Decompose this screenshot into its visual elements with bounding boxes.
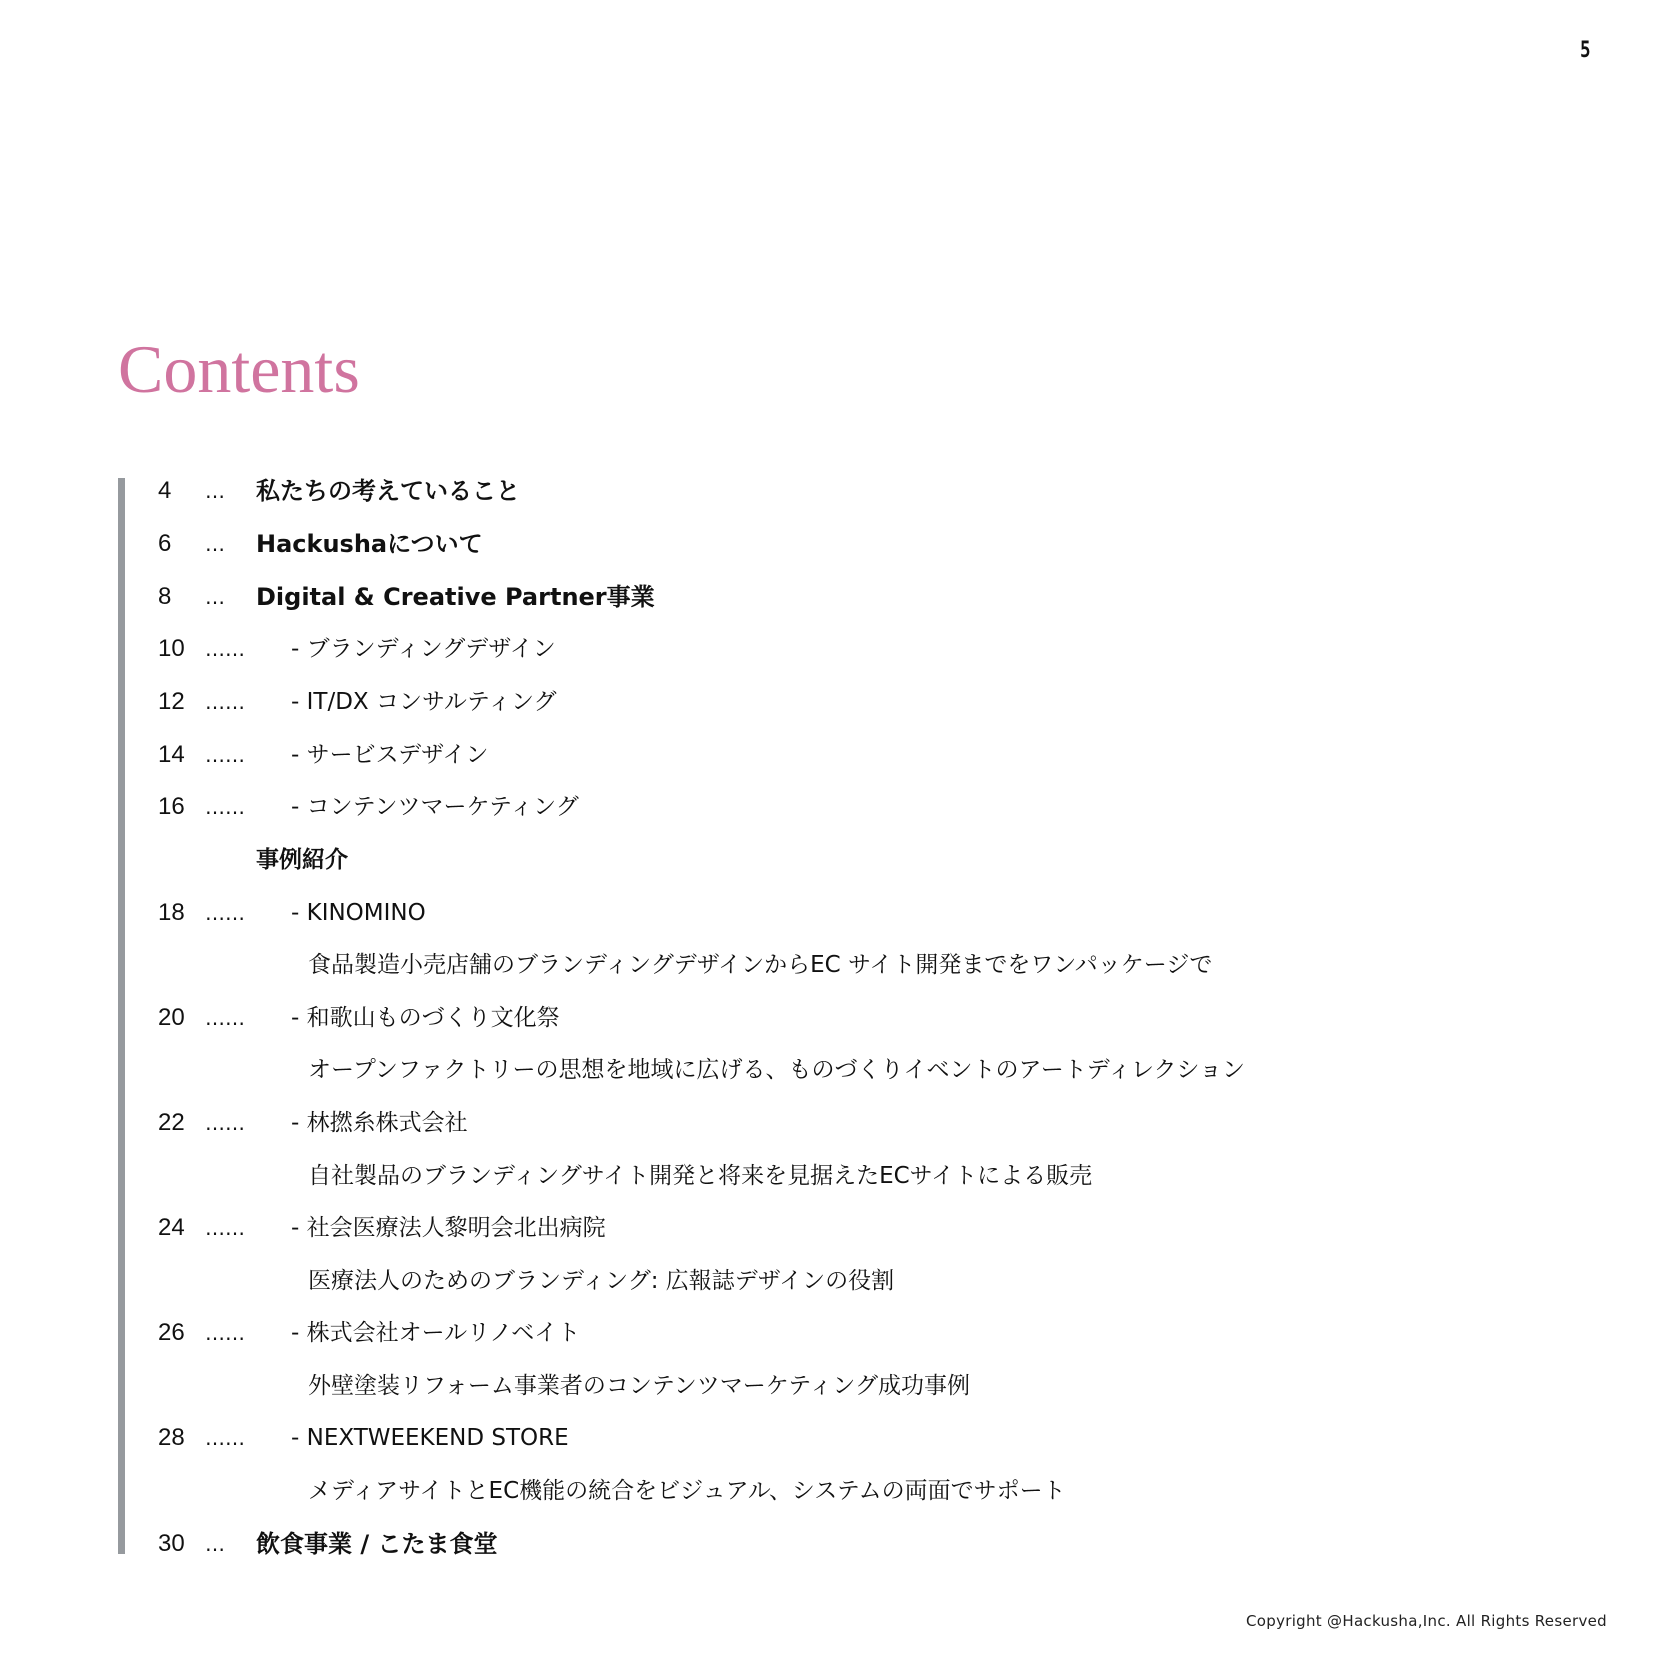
- toc-label: 飲食事業 / こたま食堂: [256, 1530, 498, 1558]
- toc-description-text: メディアサイトとEC機能の統合をビジュアル、システムの両面でサポート: [308, 1478, 1066, 1504]
- page-title: Contents: [118, 331, 360, 407]
- toc-leader: ……: [205, 637, 245, 661]
- toc-label: Hackushaについて: [256, 530, 483, 558]
- copyright-notice: Copyright @Hackusha,Inc. All Rights Reserved: [1246, 1612, 1607, 1630]
- toc-page-number: 14: [158, 741, 185, 768]
- toc-page-number: 10: [158, 635, 185, 662]
- toc-section-label: 事例紹介: [256, 847, 348, 873]
- toc-page-number: 18: [158, 899, 185, 926]
- toc-leader: …: [205, 1532, 225, 1556]
- toc-label: - NEXTWEEKEND STORE: [291, 1425, 569, 1451]
- toc-page-number: 6: [158, 530, 172, 557]
- toc-leader: ……: [205, 690, 245, 714]
- toc-leader: …: [205, 479, 225, 503]
- page-number: 5: [1580, 38, 1591, 63]
- toc-page-number: 4: [158, 477, 172, 504]
- toc-leader: …: [205, 532, 225, 556]
- toc-leader: ……: [205, 795, 245, 819]
- toc-page-number: 24: [158, 1214, 185, 1241]
- toc-label: Digital & Creative Partner事業: [256, 583, 655, 611]
- toc-label: - 株式会社オールリノベイト: [291, 1320, 581, 1346]
- toc-accent-bar: [118, 478, 125, 1554]
- toc-page-number: 12: [158, 688, 185, 715]
- toc-leader: ……: [205, 1426, 245, 1450]
- toc-page-number: 16: [158, 793, 185, 820]
- toc-label: - 林撚糸株式会社: [291, 1110, 468, 1136]
- toc-leader: ……: [205, 1216, 245, 1240]
- toc-leader: ……: [205, 743, 245, 767]
- toc-label: - ブランディングデザイン: [291, 636, 556, 662]
- toc-leader: ……: [205, 1111, 245, 1135]
- toc-page-number: 22: [158, 1109, 185, 1136]
- toc-leader: ……: [205, 901, 245, 925]
- toc-description-text: 自社製品のブランディングサイト開発と将来を見据えたECサイトによる販売: [308, 1163, 1093, 1189]
- toc-leader: …: [205, 585, 225, 609]
- toc-label: - サービスデザイン: [291, 742, 489, 768]
- toc-label: - コンテンツマーケティング: [291, 794, 579, 820]
- toc-leader: ……: [205, 1321, 245, 1345]
- toc-description-text: オープンファクトリーの思想を地域に広げる、ものづくりイベントのアートディレクション: [308, 1057, 1246, 1083]
- toc-page-number: 20: [158, 1004, 185, 1031]
- toc-description-text: 食品製造小売店舗のブランディングデザインからEC サイト開発までをワンパッケージで: [308, 952, 1213, 978]
- toc-description-text: 外壁塗装リフォーム事業者のコンテンツマーケティング成功事例: [308, 1373, 970, 1399]
- toc-page-number: 28: [158, 1424, 185, 1451]
- toc-label: - 社会医療法人黎明会北出病院: [291, 1215, 606, 1241]
- toc-page-number: 8: [158, 583, 172, 610]
- toc-leader: ……: [205, 1006, 245, 1030]
- toc-label: - IT/DX コンサルティング: [291, 689, 557, 715]
- toc-label: - KINOMINO: [291, 900, 426, 926]
- toc-label: 私たちの考えていること: [256, 477, 520, 505]
- toc-description-text: 医療法人のためのブランディング: 広報誌デザインの役割: [308, 1268, 895, 1294]
- toc-page-number: 26: [158, 1319, 185, 1346]
- toc-page-number: 30: [158, 1530, 185, 1557]
- toc-label: - 和歌山ものづくり文化祭: [291, 1005, 560, 1031]
